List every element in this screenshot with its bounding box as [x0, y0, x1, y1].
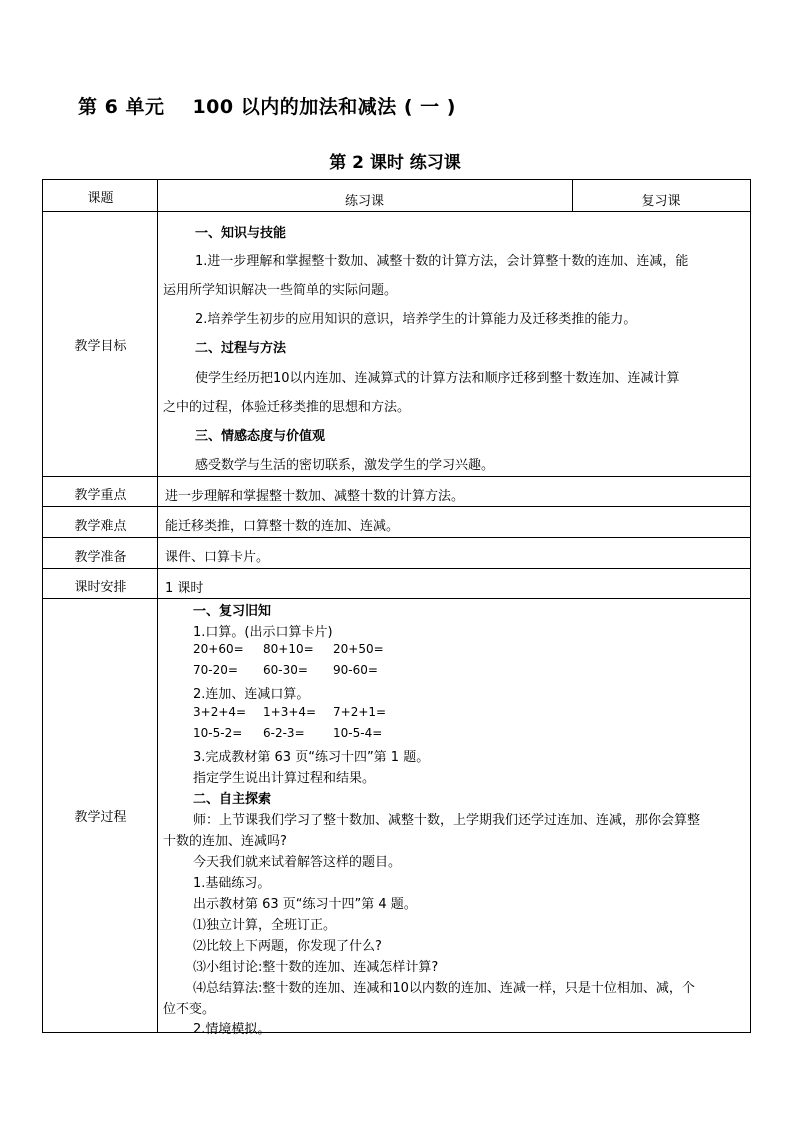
schedule-text: 1 课时 — [165, 581, 204, 596]
process-text: ⑴独立计算，全班订正。 — [193, 918, 337, 933]
lesson-title-text: 第 2 课时 练习课 — [329, 153, 461, 173]
process-label: 教学过程 — [74, 810, 127, 825]
math-item: 20+50= — [333, 642, 384, 656]
math-item: 70-20= — [193, 663, 238, 677]
process-text: ⑷总结算法:整十数的连加、连减和10以内数的连加、连减一样，只是十位相加、减，个 — [193, 981, 695, 996]
schedule-label: 课时安排 — [74, 580, 127, 595]
goals-text: 之中的过程，体验迁移类推的思想和方法。 — [163, 400, 411, 415]
key-point-label: 教学重点 — [74, 488, 127, 503]
process-text: 出示教材第 63 页“练习十四”第 4 题。 — [193, 897, 417, 912]
difficulty-text: 能迁移类推，口算整十数的连加、连减。 — [165, 519, 400, 534]
process-text: 位不变。 — [163, 1002, 216, 1017]
goals-text: 感受数学与生活的密切联系，激发学生的学习兴趣。 — [195, 458, 495, 473]
goals-heading-1: 一、知识与技能 — [195, 226, 287, 241]
row-divider — [43, 476, 750, 477]
lesson-title — [0, 148, 794, 173]
row-divider — [43, 598, 750, 599]
row-divider — [43, 568, 750, 569]
math-item: 20+60= — [193, 642, 244, 656]
row-divider — [43, 506, 750, 507]
math-item: 80+10= — [263, 642, 314, 656]
math-item: 60-30= — [263, 663, 308, 677]
process-heading-2: 二、自主探索 — [193, 792, 272, 807]
process-text: 2.连加、连减口算。 — [193, 687, 310, 702]
difficulty-label: 教学难点 — [74, 519, 127, 534]
process-text: 1.口算。(出示口算卡片) — [193, 625, 333, 640]
process-text: 1.基础练习。 — [193, 876, 271, 891]
math-item: 3+2+4= — [193, 705, 247, 719]
unit-name: 100 以内的加法和减法 ( 一 ) — [192, 96, 456, 118]
process-heading-1: 一、复习旧知 — [193, 604, 272, 619]
math-item: 7+2+1= — [333, 705, 387, 719]
process-text: 今天我们就来试着解答这样的题目。 — [193, 855, 402, 870]
topic-value: 练习课 — [344, 194, 384, 209]
topic-label: 课题 — [87, 191, 114, 206]
math-item: 6-2-3= — [263, 726, 305, 740]
label-column-divider — [157, 180, 158, 1032]
goals-text: 运用所学知识解决一些简单的实际问题。 — [163, 283, 398, 298]
process-text: 十数的连加、连减吗? — [163, 834, 287, 849]
math-item: 10-5-2= — [193, 726, 243, 740]
math-item: 1+3+4= — [263, 705, 317, 719]
goals-text: 2.培养学生初步的应用知识的意识，培养学生的计算能力及迁移类推的能力。 — [195, 312, 637, 327]
unit-title — [78, 92, 456, 119]
goals-heading-3: 三、情感态度与价值观 — [195, 429, 326, 444]
process-text: ⑶小组讨论:整十数的连加、连减怎样计算? — [193, 960, 439, 975]
row-divider — [43, 211, 750, 212]
prep-label: 教学准备 — [74, 550, 127, 565]
lesson-type: 复习课 — [641, 194, 681, 209]
goals-label: 教学目标 — [74, 339, 127, 354]
math-item: 10-5-4= — [333, 726, 383, 740]
process-text: 指定学生说出计算过程和结果。 — [193, 771, 376, 786]
process-text: 3.完成教材第 63 页“练习十四”第 1 题。 — [193, 750, 430, 765]
prep-text: 课件、口算卡片。 — [165, 550, 270, 565]
process-text: ⑵比较上下两题，你发现了什么? — [193, 939, 382, 954]
math-item: 90-60= — [333, 663, 378, 677]
goals-heading-2: 二、过程与方法 — [195, 341, 287, 356]
goals-text: 使学生经历把10以内连加、连减算式的计算方法和顺序迁移到整十数连加、连减计算 — [195, 371, 680, 386]
process-text: 师：上节课我们学习了整十数加、减整十数，上学期我们还学过连加、连减，那你会算整 — [193, 813, 701, 828]
process-text: 2.情境模拟。 — [193, 1022, 271, 1037]
key-point-text: 进一步理解和掌握整十数加、减整十数的计算方法。 — [165, 489, 465, 504]
goals-text: 1.进一步理解和掌握整十数加、减整十数的计算方法，会计算整十数的连加、连减，能 — [195, 254, 689, 269]
unit-number: 第 6 单元 — [78, 96, 165, 118]
lesson-plan-table — [42, 179, 751, 1037]
row-divider — [43, 537, 750, 538]
